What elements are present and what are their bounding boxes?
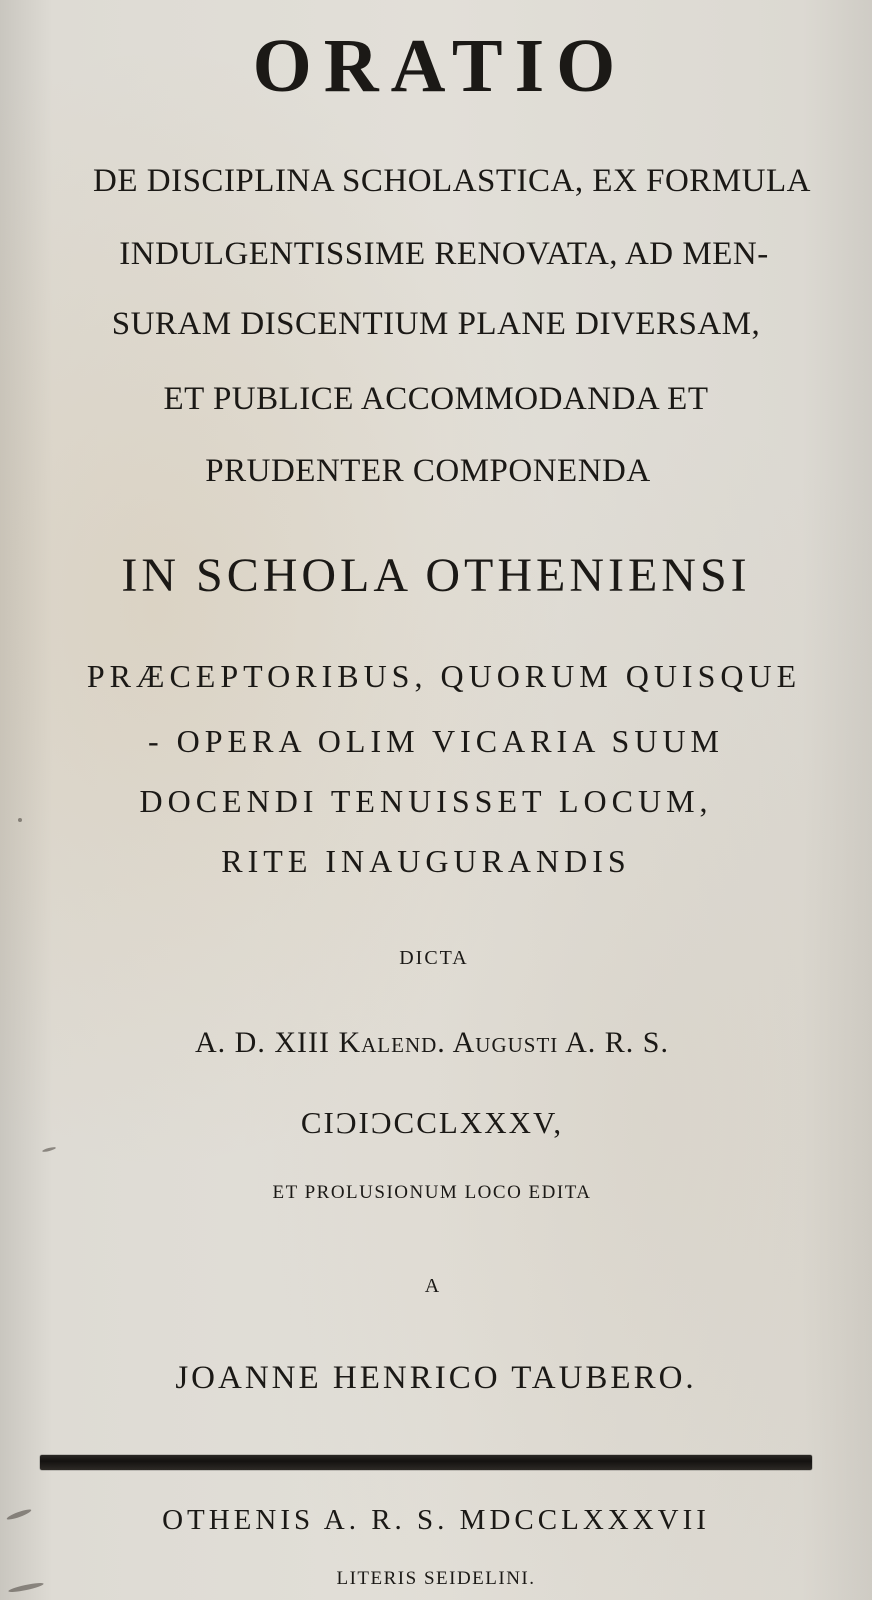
date-line — [0, 1028, 868, 1058]
date-suffix: A. R. S. — [558, 1026, 669, 1059]
author-name: JOANNE HENRICO TAUBERO. — [175, 1360, 697, 1396]
date-prefix: A. D. XIII — [194, 1026, 339, 1059]
imprint-line: OTHENIS A. R. S. MDCCLXXXVII — [162, 1504, 710, 1536]
printer-line: LITERIS SEIDELINI. — [336, 1568, 536, 1589]
dedication-line-3: DOCENDI TENUISSET LOCUM, — [139, 783, 713, 819]
horizontal-rule — [40, 1455, 812, 1470]
by-label: A — [424, 1275, 440, 1297]
date-kalend: Kalend. Augusti — [338, 1026, 559, 1059]
location-heading: IN SCHOLA OTHENIENSI — [121, 549, 751, 602]
ink-speck — [18, 818, 22, 822]
subtitle-line-4: ET PUBLICE ACCOMMODANDA ET — [163, 381, 709, 417]
year-roman: CIϽIϽCCLXXXV, — [300, 1105, 564, 1140]
page-title: ORATIO — [252, 24, 628, 108]
edition-note: ET PROLUSIONUM LOCO EDITA — [272, 1182, 592, 1203]
subtitle-line-1: DE DISCIPLINA SCHOLASTICA, EX FORMULA — [93, 163, 811, 199]
dedication-line-2: - OPERA OLIM VICARIA SUUM — [147, 723, 724, 759]
dedication-line-1: PRÆCEPTORIBUS, QUORUM QUISQUE — [86, 658, 802, 694]
dedication-line-4: RITE INAUGURANDIS — [221, 843, 631, 879]
dicta-label: DICTA — [399, 947, 469, 969]
subtitle-line-3: SURAM DISCENTIUM PLANE DIVERSAM, — [111, 306, 761, 342]
subtitle-line-5: PRUDENTER COMPONENDA — [205, 453, 651, 489]
subtitle-line-2: INDULGENTISSIME RENOVATA, AD MEN- — [119, 236, 769, 272]
ink-speck — [42, 1146, 56, 1153]
